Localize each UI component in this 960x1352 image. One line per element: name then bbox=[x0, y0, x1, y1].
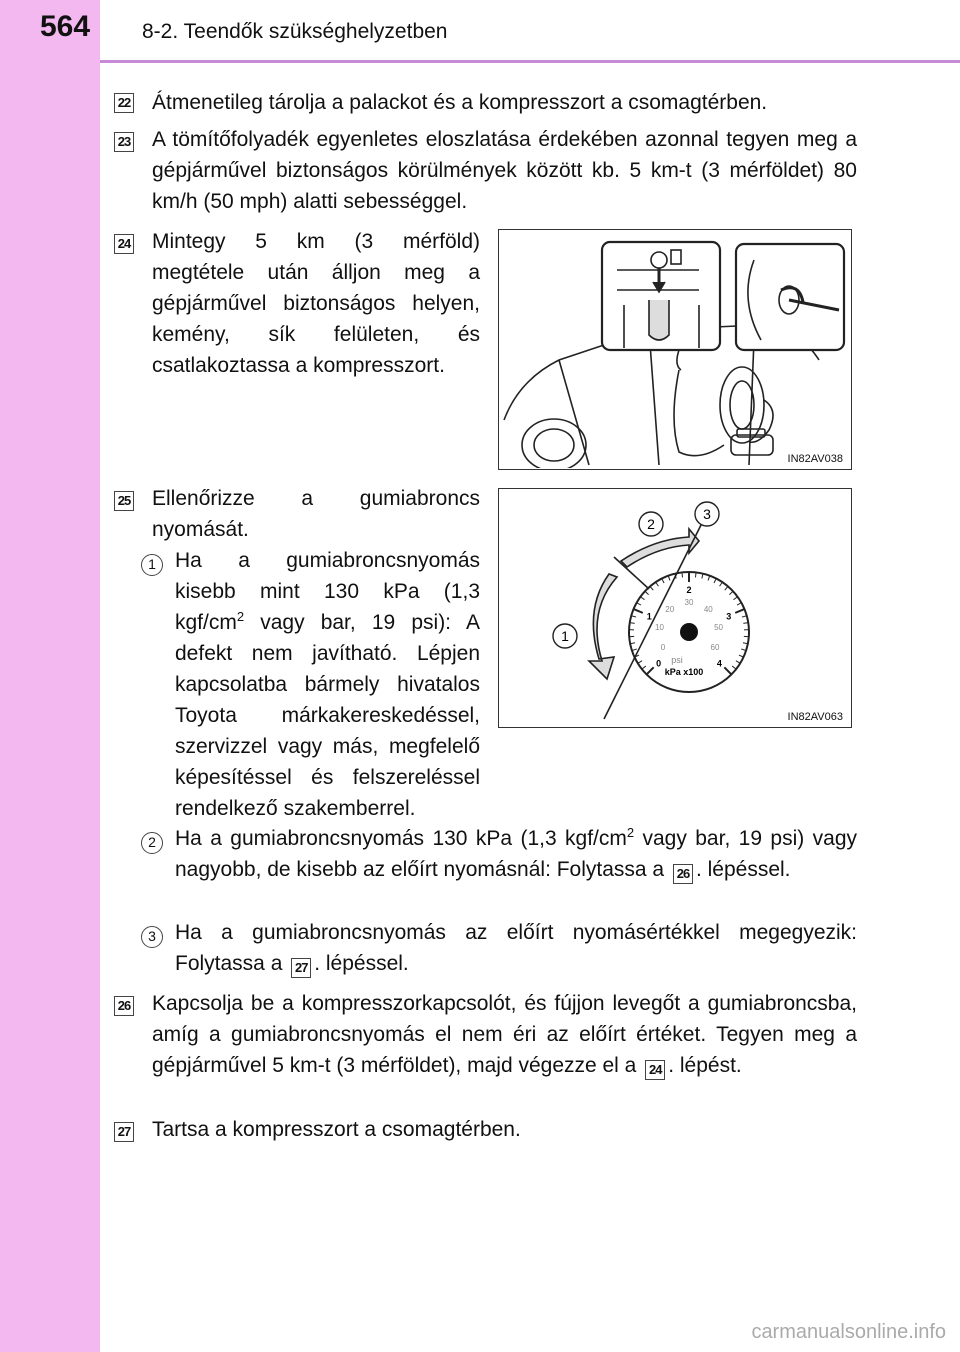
gauge-kpa-label: 0 bbox=[656, 658, 662, 669]
step-marker-25: 25 bbox=[114, 491, 134, 511]
step-22-text: Átmenetileg tárolja a palackot és a kompresszort a csomagtérben. bbox=[152, 91, 768, 114]
sub-marker-2: 2 bbox=[141, 832, 163, 854]
gauge-tick bbox=[682, 572, 683, 577]
page-number: 564 bbox=[40, 10, 91, 43]
header-divider bbox=[100, 60, 960, 63]
gauge-tick bbox=[662, 579, 664, 583]
gauge-tick bbox=[638, 661, 642, 664]
gauge-psi-label: 40 bbox=[703, 605, 713, 615]
step-marker-26: 26 bbox=[114, 996, 134, 1016]
watermark: carmanualsonline.info bbox=[751, 1321, 946, 1343]
gauge-tick bbox=[695, 572, 696, 577]
callout-3: 3 bbox=[703, 506, 711, 522]
callout-1: 1 bbox=[561, 628, 569, 644]
gauge-psi-label: 30 bbox=[684, 598, 694, 607]
section-title: 8-2. Teendők szükséghelyzetben bbox=[142, 20, 448, 43]
gauge-tick bbox=[637, 603, 641, 605]
gauge-tick bbox=[642, 666, 646, 669]
gauge-tick bbox=[739, 655, 744, 657]
gauge-tick bbox=[736, 661, 740, 664]
step-26-text: Kapcsolja be a kompresszorkapcsolót, és fújjon levegőt a gumiabroncsba, amíg a gumiabroncsnyomás el nem éri az előírt értéket. Tegyen meg a gépjárművel 5 km-t (3 mérföldet), majd végezze el a 24 . lépést. bbox=[152, 988, 857, 1081]
gauge-tick bbox=[742, 616, 747, 617]
gauge-tick bbox=[640, 597, 644, 600]
gauge-kpa-label: 2 bbox=[686, 585, 692, 595]
gauge-tick bbox=[732, 666, 736, 669]
gauge-kpa-label: 3 bbox=[726, 611, 732, 622]
gauge-tick bbox=[631, 616, 636, 617]
sub-3-text: Ha a gumiabroncsnyomás az előírt nyomásértékkel megegyezik: Folytassa a 27 . lépéssel. bbox=[175, 917, 857, 979]
gauge-tick bbox=[714, 579, 716, 583]
gauge-tick bbox=[656, 582, 659, 586]
gauge-tick bbox=[725, 586, 728, 590]
figure-pressure-gauge bbox=[498, 488, 852, 728]
sub-2-text: Ha a gumiabroncsnyomás 130 kPa (1,3 kgf/$cm^2$ vagy bar, 19 psi) vagy nagyobb, de kisebb az előírt nyomásnál: Folytassa a 26 . lépéssel. bbox=[175, 823, 857, 885]
gauge-unit-psi: psi bbox=[671, 655, 683, 665]
step-24-text: Mintegy 5 km (3 mérföld) megtétele után álljon meg a gépjárművel biztonságos helyen, kemény, sík felületen, és csatlakoztassa a kompresszort. bbox=[152, 230, 480, 377]
pressure-gauge-illustration bbox=[499, 489, 850, 726]
figure-2-code: IN82AV063 bbox=[787, 711, 843, 723]
gauge-tick bbox=[737, 603, 741, 605]
step-27-text: Tartsa a kompresszort a csomagtérben. bbox=[152, 1118, 521, 1141]
step-ref-24[interactable]: 24 bbox=[645, 1060, 665, 1080]
sub-marker-3: 3 bbox=[141, 926, 163, 948]
gauge-tick bbox=[650, 586, 653, 590]
gauge-tick bbox=[720, 582, 723, 586]
step-marker-24: 24 bbox=[114, 234, 134, 254]
sub-marker-1: 1 bbox=[141, 554, 163, 576]
gauge-tick bbox=[645, 591, 649, 594]
step-25-text: Ellenőrizze a gumiabroncs nyomását. bbox=[152, 487, 480, 541]
gauge-tick bbox=[733, 597, 737, 600]
sub-1-text: Ha a gumiabroncsnyomás kisebb mint 130 kPa (1,3 kgf/$cm^2$ vagy bar, 19 psi): A defekt nem javítható. Lépjen kapcsolatba bármely hivatalos Toyota márkakereskedéssel, szervizzel vagy más, megfelelő képesítéssel és felszereléssel rendelkező szakemberrel. bbox=[175, 549, 480, 820]
gauge-psi-label: 20 bbox=[665, 605, 675, 615]
step-marker-23: 23 bbox=[114, 132, 134, 152]
gauge-tick bbox=[647, 667, 654, 674]
gauge-psi-label: 10 bbox=[655, 622, 664, 632]
gauge-kpa-label: 4 bbox=[716, 658, 722, 669]
gauge-psi-label: 50 bbox=[714, 622, 723, 632]
gauge-psi-label: 0 bbox=[660, 643, 666, 652]
step-23-text: A tömítőfolyadék egyenletes eloszlatása érdekében azonnal tegyen meg a gépjárművel biztonságos körülmények között kb. 5 km-t (3 mérföldet) 80 km/h (50 mph) alatti sebességgel. bbox=[152, 128, 857, 213]
page-sidebar-tab bbox=[0, 0, 100, 1352]
gauge-kpa-label: 1 bbox=[646, 611, 652, 622]
car-compressor-illustration bbox=[499, 230, 850, 468]
step-ref-27[interactable]: 27 bbox=[291, 958, 311, 978]
figure-compressor-connection bbox=[498, 229, 852, 470]
gauge-tick bbox=[729, 591, 733, 594]
gauge-unit-kpa: kPa x100 bbox=[664, 667, 704, 677]
step-marker-27: 27 bbox=[114, 1122, 134, 1142]
gauge-psi-label: 60 bbox=[710, 643, 720, 652]
callout-2: 2 bbox=[647, 516, 655, 532]
step-marker-22: 22 bbox=[114, 93, 134, 113]
gauge-tick bbox=[634, 609, 643, 613]
step-ref-26[interactable]: 26 bbox=[673, 864, 693, 884]
gauge-tick bbox=[724, 667, 731, 674]
gauge-tick bbox=[735, 609, 744, 613]
figure-1-code: IN82AV038 bbox=[787, 453, 843, 465]
